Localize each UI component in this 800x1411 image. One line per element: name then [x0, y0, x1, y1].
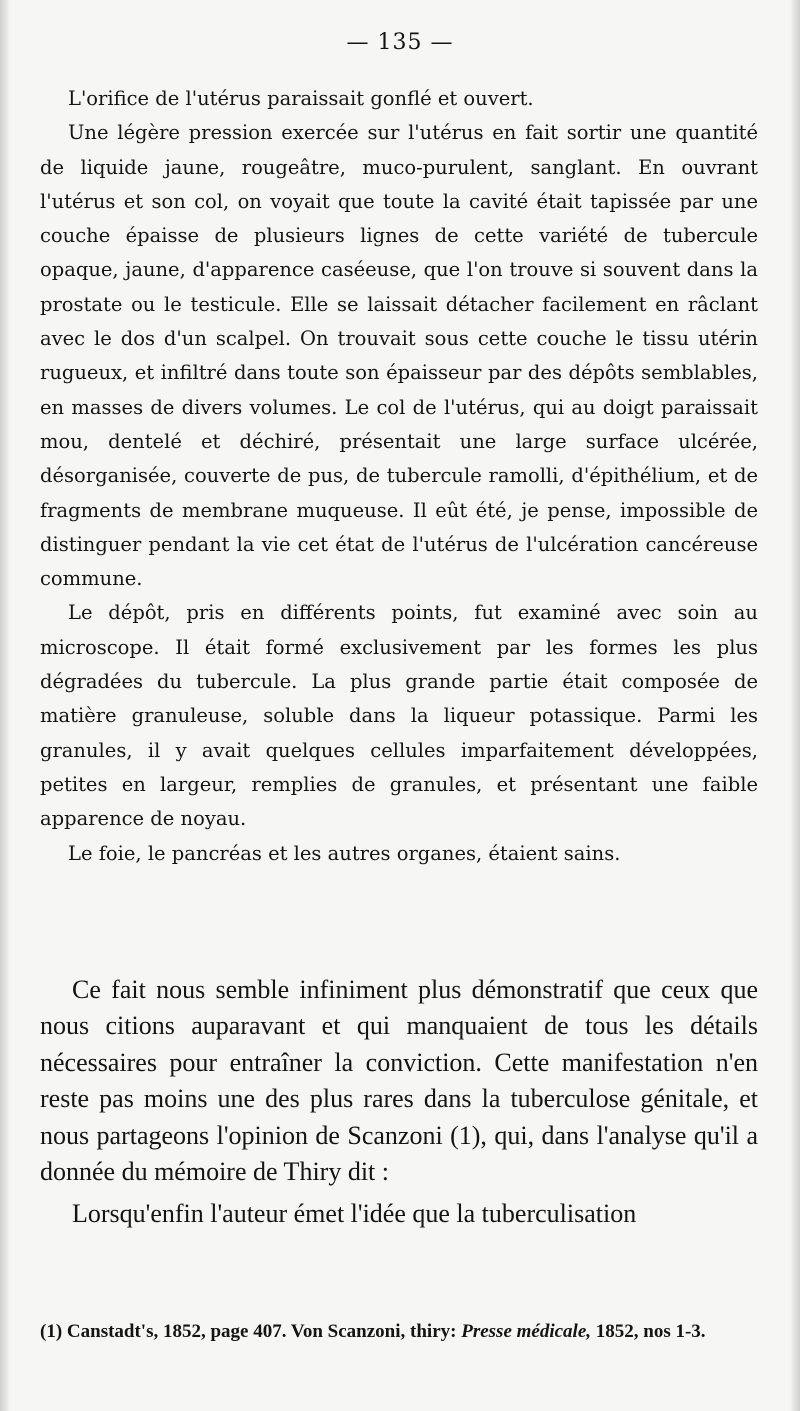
- footnote-prefix: (1) Canstadt's, 1852, page 407. Von Scanzoni, thiry:: [40, 1321, 462, 1342]
- paragraph-quote-start: Lorsqu'enfin l'auteur émet l'idée que la tuberculisation: [72, 1199, 637, 1229]
- scan-edge-right: [790, 0, 800, 1411]
- paragraph-pression: Une légère pression exercée sur l'utérus en fait sortir une quantité de liquide jaune, rougeâtre, muco-purulent, sanglant. En ouvrant l'utérus et son col, on voyait que toute la cavité était tapissée par une couche épaisse de plusieurs lignes de cette variété de tubercule opaque, jaune, d'apparence caséeuse, que l'on trouve si souvent dans la prostate ou le testicule. Elle se laissait détacher facilement en râclant avec le dos d'un scalpel. On trouvait sous cette couche le tissu utérin rugueux, et infiltré dans toute son épaisseur par des dépôts semblables, en masses de divers volumes. Le col de l'utérus, qui au doigt paraissait mou, dentelé et déchiré, présentait une large surface ulcérée, désorganisée, couverte de pus, de tubercule ramolli, d'épithélium, et de fragments de membrane muqueuse. Il eût été, je pense, impossible de distinguer pendant la vie cet état de l'utérus de l'ulcération cancéreuse commune.: [40, 121, 758, 591]
- paragraph-foie: Le foie, le pancréas et les autres organes, étaient sains.: [68, 841, 621, 865]
- footnote: [40, 1318, 758, 1345]
- footnote-suffix: 1852, nos 1-3.: [591, 1321, 706, 1342]
- scan-edge-left: [0, 0, 10, 1411]
- footnote-line: [40, 1318, 758, 1345]
- case-report-text: [40, 82, 758, 871]
- commentary-text: [40, 972, 758, 1233]
- page-number: — 135 —: [346, 30, 454, 55]
- paragraph-depot: Le dépôt, pris en différents points, fut examiné avec soin au microscope. Il était formé exclusivement par les formes les plus dégradées du tubercule. La plus grande partie était composée de matière granuleuse, soluble dans la liqueur potassique. Parmi les granules, il y avait quelques cellules imparfaitement développées, petites en largeur, remplies de granules, et présentant une faible apparence de noyau.: [40, 601, 758, 831]
- paragraph-commentary: Ce fait nous semble infiniment plus démonstratif que ceux que nous citions auparavant et qui manquaient de tous les détails nécessaires pour entraîner la conviction. Cette manifestation n'en reste pas moins une des plus rares dans la tuberculose génitale, et nous partageons l'opinion de Scanzoni (1), qui, dans l'analyse qu'il a donnée du mémoire de Thiry dit :: [40, 975, 758, 1187]
- footnote-journal: Presse médicale,: [461, 1321, 592, 1342]
- paragraph-orifice: L'orifice de l'utérus paraissait gonflé et ouvert.: [68, 87, 534, 110]
